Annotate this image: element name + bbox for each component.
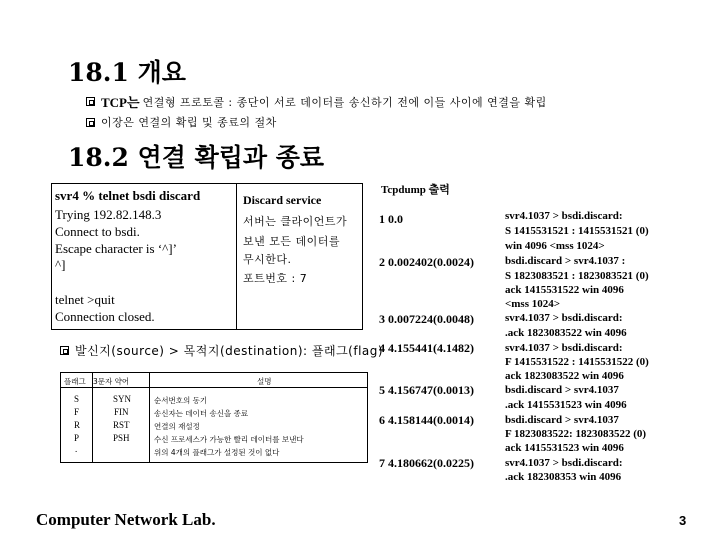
flag-abbrev: PSH: [113, 433, 130, 443]
terminal-line: svr4 % telnet bsdi discard: [55, 188, 201, 203]
flag-description: 위의 4개의 플래그가 설정된 것이 없다: [154, 448, 280, 457]
terminal-line: telnet >quit: [55, 292, 115, 307]
tcpdump-entry: 5 4.156747(0.0013): [379, 383, 474, 397]
bullet-text: 연결형 프로토콜 : 종단이 서로 데이터를 송신하기 전에 이들 사이에 연결을 확립: [142, 95, 547, 109]
bullet-bold-text: TCP는: [101, 95, 140, 110]
tcpdump-output-line: ack 1823083522 win 4096: [505, 370, 624, 382]
flag-letter: F: [74, 407, 80, 417]
flag-description: 수신 프로세스가 가능한 빨리 데이터를 보낸다: [154, 435, 304, 444]
flag-description: 연결의 재설정: [154, 422, 200, 431]
flag-abbrev: RST: [113, 420, 130, 430]
flag-letter: P: [74, 433, 80, 443]
tcpdump-output-line: .ack 1823083522 win 4096: [505, 327, 627, 339]
tcpdump-output-line: svr4.1037 > bsdi.discard:: [505, 312, 623, 324]
bullet-text: 이장은 연결의 확립 및 종료의 절차: [101, 116, 277, 129]
tcpdump-entry: 2 0.002402(0.0024): [379, 255, 474, 269]
section-title-overview: 18.1 개요: [68, 58, 186, 87]
bullet-item: [86, 92, 547, 111]
table-header-divider: [61, 387, 367, 388]
tcpdump-output-line: svr4.1037 > bsdi.discard:: [505, 457, 623, 469]
terminal-line: Connect to bsdi.: [55, 224, 140, 239]
tcpdump-title: Tcpdump 출력: [381, 184, 450, 196]
tcpdump-output-line: <mss 1024>: [505, 298, 561, 310]
tcpdump-output-line: bsdi.discard > svr4.1037: [505, 384, 619, 396]
flag-description: 순서번호의 동기: [154, 396, 208, 405]
flag-letter: R: [74, 420, 81, 430]
terminal-line: Escape character is ‘^]’: [55, 241, 177, 256]
tcpdump-output-line: S 1415531521 : 1415531521 (0): [505, 225, 649, 237]
flag-abbrev: SYN: [113, 394, 132, 404]
service-title: Discard service: [243, 193, 322, 207]
checkbox-bullet-icon: [86, 118, 95, 127]
flag-table: [60, 372, 368, 463]
tcpdump-output-line: bsdi.discard > svr4.1037: [505, 414, 619, 426]
table-header-flag: 플래그: [64, 377, 86, 386]
tcpdump-output-line: svr4.1037 > bsdi.discard:: [505, 210, 623, 222]
service-line: 포트번호 : 7: [243, 272, 308, 285]
tcpdump-output-line: win 4096 <mss 1024>: [505, 240, 605, 252]
section-title-connection: 18.2 연결 확립과 종료: [68, 143, 325, 172]
tcpdump-entry: 1 0.0: [379, 212, 403, 226]
flag-letter: .: [75, 444, 78, 454]
tcpdump-output-line: svr4.1037 > bsdi.discard:: [505, 342, 623, 354]
flag-description: 송신자는 데이터 송신을 종료: [154, 409, 249, 418]
tcpdump-entry: 4 4.155441(4.1482): [379, 341, 474, 355]
box-divider: [236, 183, 237, 330]
checkbox-bullet-icon: [86, 97, 95, 106]
tcpdump-entry: 7 4.180662(0.0225): [379, 456, 474, 470]
service-line: 서버는 클라이언트가: [243, 215, 348, 228]
footer-lab-name: Computer Network Lab.: [36, 510, 216, 529]
tcpdump-entry: 6 4.158144(0.0014): [379, 413, 474, 427]
tcpdump-output-line: .ack 1415531523 win 4096: [505, 399, 627, 411]
terminal-line: ^]: [55, 257, 66, 272]
flag-heading-text: 발신지(source) > 목적지(destination): 플래그(flag): [75, 344, 384, 358]
tcpdump-output-line: F 1823083522: 1823083522 (0): [505, 428, 647, 440]
tcpdump-output-line: ack 1415531523 win 4096: [505, 442, 624, 454]
tcpdump-output-line: bsdi.discard > svr4.1037 :: [505, 255, 626, 267]
flag-format-heading: [60, 342, 383, 359]
table-header-description: 설명: [257, 377, 272, 386]
service-line: 보낸 모든 데이터를: [243, 235, 341, 248]
terminal-line: Trying 192.82.148.3: [55, 207, 162, 222]
flag-letter: S: [74, 394, 80, 404]
tcpdump-output-line: .ack 182308353 win 4096: [505, 471, 622, 483]
table-column-divider: [149, 373, 150, 462]
tcpdump-output-line: S 1823083521 : 1823083521 (0): [505, 270, 649, 282]
tcpdump-entry: 3 0.007224(0.0048): [379, 312, 474, 326]
tcpdump-output-line: F 1415531522 : 1415531522 (0): [505, 356, 649, 368]
bullet-item: [86, 114, 277, 130]
tcpdump-output-line: ack 1415531522 win 4096: [505, 284, 624, 296]
flag-abbrev: FIN: [114, 407, 129, 417]
service-line: 무시한다.: [243, 253, 292, 266]
checkbox-bullet-icon: [60, 346, 69, 355]
table-header-abbrev: 3문자 약어: [93, 377, 130, 386]
page-number: 3: [679, 513, 687, 528]
terminal-line: Connection closed.: [55, 309, 155, 324]
